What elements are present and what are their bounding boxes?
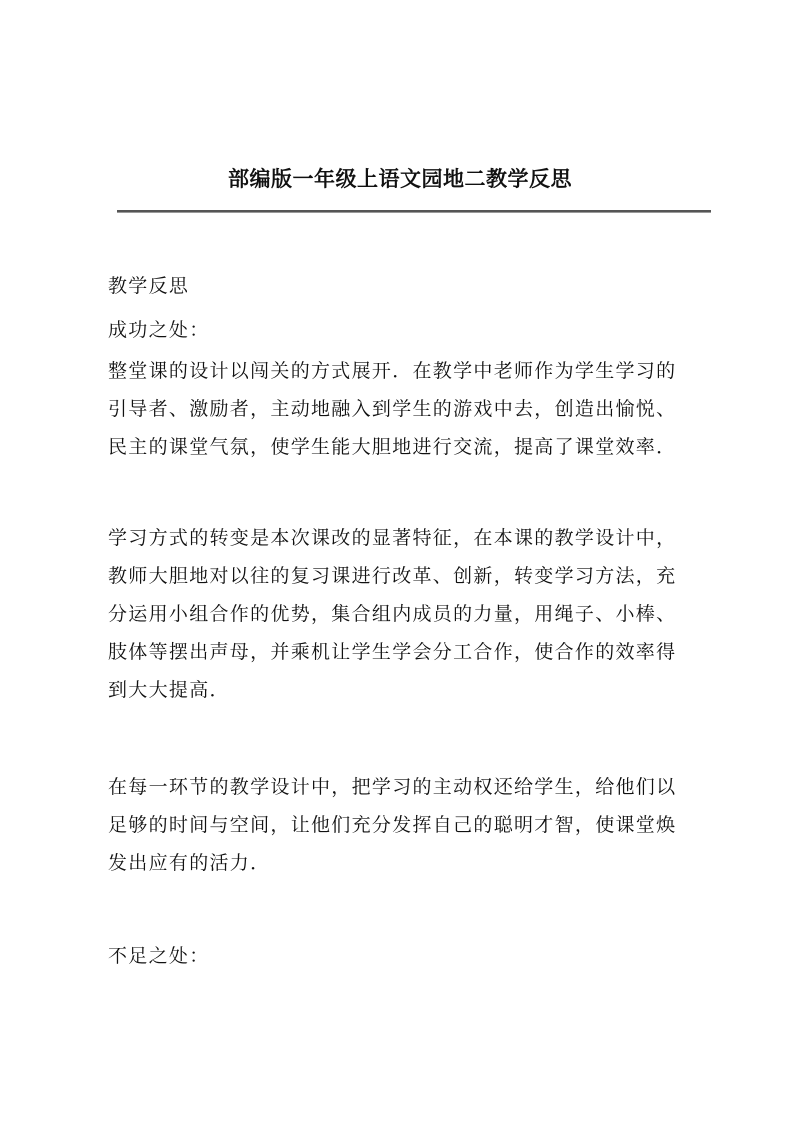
paragraph-line: 发出应有的活力． (108, 852, 271, 874)
section-heading: 教学反思 (108, 275, 190, 297)
paragraph-line: 民主的课堂气氛，使学生能大胆地进行交流，提高了课堂效率． (108, 436, 677, 458)
paragraph-2 (108, 519, 716, 709)
paragraph-line: 引导者、激励者，主动地融入到学生的游戏中去，创造出愉悦、 (108, 398, 677, 420)
title-divider (117, 210, 711, 213)
paragraph-line: 到大大提高． (108, 679, 230, 701)
paragraph-line: 在每一环节的教学设计中，把学习的主动权还给学生，给他们以 (108, 776, 677, 798)
paragraph-line: 分运用小组合作的优势，集合组内成员的力量，用绳子、小棒、 (108, 603, 677, 625)
paragraph-line: 肢体等摆出声母，并乘机让学生学会分工合作，使合作的效率得 (108, 641, 677, 663)
shortcoming-label: 不足之处： (108, 945, 210, 967)
success-label: 成功之处： (108, 319, 210, 341)
paragraph-line: 学习方式的转变是本次课改的显著特征，在本课的教学设计中， (108, 527, 677, 549)
document-title: 部编版一年级上语文园地二教学反思 (228, 166, 572, 191)
paragraph-line: 教师大胆地对以往的复习课进行改革、创新，转变学习方法，充 (108, 565, 677, 587)
paragraph-3 (108, 768, 716, 882)
paragraph-line: 足够的时间与空间，让他们充分发挥自己的聪明才智，使课堂焕 (108, 814, 677, 836)
paragraph-line: 整堂课的设计以闯关的方式展开．在教学中老师作为学生学习的 (108, 360, 677, 382)
paragraph-1 (108, 352, 716, 466)
